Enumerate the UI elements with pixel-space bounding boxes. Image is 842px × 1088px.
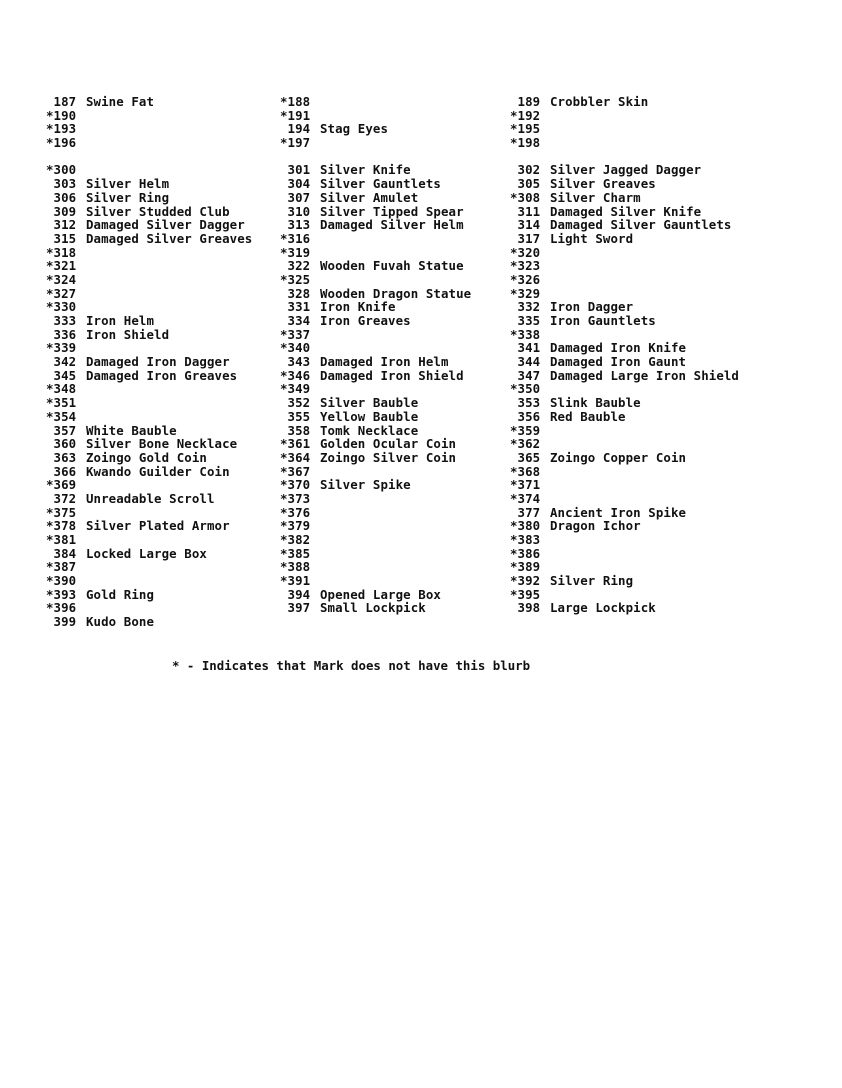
item-number: *346 [280, 367, 311, 383]
item-number: *300 [46, 162, 77, 178]
item-name: Swine Fat [86, 94, 155, 109]
list-item [46, 150, 291, 164]
list-item [280, 328, 525, 342]
item-number: 372 [46, 490, 77, 506]
item-number: *192 [510, 107, 541, 123]
list-item [510, 519, 755, 533]
list-item [280, 424, 525, 438]
item-number: 303 [46, 176, 77, 192]
item-number: 301 [280, 162, 311, 178]
item-name: Silver Ring [550, 573, 634, 589]
list-item [46, 300, 291, 314]
list-item [510, 300, 755, 314]
item-number: 314 [510, 217, 541, 233]
list-item [510, 259, 755, 273]
list-item [280, 150, 525, 164]
list-item [46, 314, 291, 328]
list-item [46, 424, 291, 438]
item-number: *196 [46, 135, 77, 151]
list-item [280, 355, 525, 369]
item-name: Red Bauble [550, 408, 626, 424]
item-number: *330 [46, 299, 77, 315]
item-number: 357 [46, 422, 77, 438]
item-number: *385 [280, 545, 311, 561]
item-number: 336 [46, 326, 77, 342]
list-item [510, 150, 755, 164]
item-name: Silver Greaves [550, 176, 656, 192]
item-number: 345 [46, 367, 77, 383]
item-name: Damaged Silver Knife [550, 203, 702, 219]
list-item [510, 136, 755, 150]
item-number: *367 [280, 463, 311, 479]
item-number: 377 [510, 504, 541, 520]
list-item [46, 95, 291, 109]
item-number: *370 [280, 477, 311, 493]
item-number: *320 [510, 244, 541, 260]
item-number: *316 [280, 230, 311, 246]
list-item [510, 382, 755, 396]
list-item [46, 287, 291, 301]
list-item [46, 232, 291, 246]
item-number: 331 [280, 299, 311, 315]
item-number: 187 [46, 94, 77, 109]
item-number: 347 [510, 367, 541, 383]
item-name: Silver Bone Necklace [86, 436, 238, 452]
list-item [46, 328, 291, 342]
item-number: *348 [46, 381, 77, 397]
item-number: 304 [280, 176, 311, 192]
item-number: *318 [46, 244, 77, 260]
list-item [46, 191, 291, 205]
list-item [280, 451, 525, 465]
list-item [280, 492, 525, 506]
list-item [510, 533, 755, 547]
item-name: Unreadable Scroll [86, 490, 215, 506]
item-name: Opened Large Box [320, 586, 441, 602]
item-number: 341 [510, 340, 541, 356]
list-item [510, 560, 755, 574]
list-item [510, 95, 755, 109]
item-name: Damaged Large Iron Shield [550, 367, 739, 383]
item-number: 189 [510, 94, 541, 109]
list-item [280, 341, 525, 355]
item-name: Damaged Iron Gaunt [550, 354, 687, 370]
item-name: Silver Knife [320, 162, 411, 178]
item-name: Iron Dagger [550, 299, 634, 315]
list-item [46, 396, 291, 410]
list-item [510, 492, 755, 506]
item-number: 311 [510, 203, 541, 219]
item-number: *197 [280, 135, 311, 151]
item-name: Silver Gauntlets [320, 176, 441, 192]
list-item [510, 287, 755, 301]
list-item [46, 519, 291, 533]
item-number: 344 [510, 354, 541, 370]
item-number: 353 [510, 395, 541, 411]
item-name: Damaged Silver Dagger [86, 217, 245, 233]
item-number: *193 [46, 121, 77, 137]
list-item [280, 396, 525, 410]
item-name: Iron Shield [86, 326, 170, 342]
list-item [46, 205, 291, 219]
item-name: Silver Plated Armor [86, 518, 230, 534]
item-name: Small Lockpick [320, 600, 426, 616]
item-number: 317 [510, 230, 541, 246]
item-number: *375 [46, 504, 77, 520]
item-number: 305 [510, 176, 541, 192]
item-number: *361 [280, 436, 311, 452]
item-number: *329 [510, 285, 541, 301]
item-column-3 [510, 95, 755, 615]
list-item [280, 369, 525, 383]
list-item [510, 437, 755, 451]
list-item [46, 163, 291, 177]
item-name: Locked Large Box [86, 545, 207, 561]
list-item [510, 328, 755, 342]
item-number: 310 [280, 203, 311, 219]
list-item [280, 574, 525, 588]
item-number: *386 [510, 545, 541, 561]
list-item [510, 341, 755, 355]
item-number: 306 [46, 189, 77, 205]
list-item [46, 533, 291, 547]
list-item [280, 560, 525, 574]
item-name: Tomk Necklace [320, 422, 419, 438]
item-number: *388 [280, 559, 311, 575]
list-item [46, 177, 291, 191]
item-name: Silver Helm [86, 176, 170, 192]
item-column-2 [280, 95, 525, 615]
list-item [280, 218, 525, 232]
item-name: Light Sword [550, 230, 634, 246]
item-number: *349 [280, 381, 311, 397]
item-name: Silver Tipped Spear [320, 203, 464, 219]
item-number: 332 [510, 299, 541, 315]
list-item [280, 437, 525, 451]
list-item [510, 547, 755, 561]
list-item [46, 259, 291, 273]
list-item [280, 136, 525, 150]
list-item [280, 163, 525, 177]
item-number: 315 [46, 230, 77, 246]
list-item [510, 396, 755, 410]
item-number: *380 [510, 518, 541, 534]
item-name: Yellow Bauble [320, 408, 419, 424]
item-number: 328 [280, 285, 311, 301]
list-item [280, 259, 525, 273]
list-item [46, 410, 291, 424]
item-number: *308 [510, 189, 541, 205]
list-item [46, 451, 291, 465]
list-item [510, 465, 755, 479]
item-number: 309 [46, 203, 77, 219]
item-number: *190 [46, 107, 77, 123]
list-item [280, 300, 525, 314]
item-number: 394 [280, 586, 311, 602]
item-number: 355 [280, 408, 311, 424]
footnote: * - Indicates that Mark does not have this blurb [172, 658, 531, 673]
list-item [510, 122, 755, 136]
list-item [46, 506, 291, 520]
item-number: *338 [510, 326, 541, 342]
item-name: Stag Eyes [320, 121, 389, 137]
item-number: *354 [46, 408, 77, 424]
list-item [46, 615, 291, 629]
item-name: Kudo Bone [86, 614, 155, 630]
item-number: 356 [510, 408, 541, 424]
list-item [510, 191, 755, 205]
list-item [510, 574, 755, 588]
list-item [46, 136, 291, 150]
list-item [510, 355, 755, 369]
list-item [280, 232, 525, 246]
item-number: *374 [510, 490, 541, 506]
list-item [280, 314, 525, 328]
list-item [280, 382, 525, 396]
item-number: *392 [510, 573, 541, 589]
item-number: 313 [280, 217, 311, 233]
item-number: *376 [280, 504, 311, 520]
list-item [510, 177, 755, 191]
list-item [280, 601, 525, 615]
item-name: Damaged Silver Gauntlets [550, 217, 732, 233]
item-number: *325 [280, 271, 311, 287]
list-item [510, 588, 755, 602]
item-number: *382 [280, 532, 311, 547]
list-item [510, 601, 755, 615]
list-item [510, 424, 755, 438]
item-number: *391 [280, 573, 311, 589]
item-number: *340 [280, 340, 311, 356]
item-number: 365 [510, 449, 541, 465]
list-item [510, 369, 755, 383]
item-number: *321 [46, 258, 77, 274]
list-item [280, 410, 525, 424]
item-number: *362 [510, 436, 541, 452]
item-number: 307 [280, 189, 311, 205]
item-name: Damaged Iron Helm [320, 354, 449, 370]
item-number: 352 [280, 395, 311, 411]
item-name: Large Lockpick [550, 600, 656, 616]
item-number: *387 [46, 559, 77, 575]
item-name: Wooden Dragon Statue [320, 285, 472, 301]
list-item [46, 369, 291, 383]
item-name: Damaged Silver Helm [320, 217, 464, 233]
item-number: 366 [46, 463, 77, 479]
item-number: 363 [46, 449, 77, 465]
item-number: *191 [280, 107, 311, 123]
item-name: Silver Charm [550, 189, 641, 205]
list-item [46, 547, 291, 561]
item-number: 322 [280, 258, 311, 274]
list-item [510, 218, 755, 232]
item-column-1 [46, 95, 291, 629]
item-number: *379 [280, 518, 311, 534]
item-number: *326 [510, 271, 541, 287]
item-number: *378 [46, 518, 77, 534]
item-number: 398 [510, 600, 541, 616]
list-item [280, 109, 525, 123]
item-number: *371 [510, 477, 541, 493]
item-number: *393 [46, 586, 77, 602]
list-item [280, 95, 525, 109]
item-number: *351 [46, 395, 77, 411]
item-number: 399 [46, 614, 77, 630]
list-item [280, 478, 525, 492]
list-item [46, 109, 291, 123]
list-item [280, 533, 525, 547]
item-name: Ancient Iron Spike [550, 504, 687, 520]
list-item [510, 232, 755, 246]
item-name: Golden Ocular Coin [320, 436, 457, 452]
list-item [46, 246, 291, 260]
list-item [280, 122, 525, 136]
item-number: 302 [510, 162, 541, 178]
item-name: Silver Ring [86, 189, 170, 205]
item-number: 342 [46, 354, 77, 370]
list-item [46, 601, 291, 615]
item-name: Silver Amulet [320, 189, 419, 205]
item-name: Zoingo Gold Coin [86, 449, 207, 465]
item-name: Iron Greaves [320, 313, 411, 328]
item-name: Damaged Iron Shield [320, 367, 464, 383]
item-number: *373 [280, 490, 311, 506]
list-item [46, 273, 291, 287]
item-name: Silver Bauble [320, 395, 419, 411]
item-number: *319 [280, 244, 311, 260]
item-number: *396 [46, 600, 77, 616]
item-name: Damaged Iron Knife [550, 340, 687, 356]
item-number: 333 [46, 313, 77, 328]
item-number: *327 [46, 285, 77, 301]
item-name: Iron Helm [86, 313, 155, 328]
item-name: Gold Ring [86, 586, 155, 602]
item-number: *369 [46, 477, 77, 493]
item-number: *337 [280, 326, 311, 342]
item-number: 360 [46, 436, 77, 452]
list-item [280, 465, 525, 479]
list-item [280, 506, 525, 520]
item-number: 312 [46, 217, 77, 233]
item-number: *364 [280, 449, 311, 465]
list-item [280, 519, 525, 533]
item-number: 384 [46, 545, 77, 561]
list-item [46, 492, 291, 506]
list-item [510, 163, 755, 177]
item-number: *195 [510, 121, 541, 137]
item-name: Wooden Fuvah Statue [320, 258, 464, 274]
list-item [46, 478, 291, 492]
list-item [46, 574, 291, 588]
item-number: *383 [510, 532, 541, 547]
item-name: Crobbler Skin [550, 94, 649, 109]
item-name: Zoingo Silver Coin [320, 449, 457, 465]
list-item [46, 355, 291, 369]
item-name: Kwando Guilder Coin [86, 463, 230, 479]
item-name: Iron Knife [320, 299, 396, 315]
item-name: Damaged Iron Greaves [86, 367, 238, 383]
list-item [280, 177, 525, 191]
list-item [510, 506, 755, 520]
list-item [280, 547, 525, 561]
item-name: Silver Spike [320, 477, 411, 493]
list-item [46, 560, 291, 574]
list-item [510, 314, 755, 328]
list-item [510, 273, 755, 287]
item-number: 194 [280, 121, 311, 137]
list-item [46, 341, 291, 355]
item-name: Dragon Ichor [550, 518, 641, 534]
list-item [280, 273, 525, 287]
item-name: Iron Gauntlets [550, 313, 656, 328]
item-number: 335 [510, 313, 541, 328]
item-number: *350 [510, 381, 541, 397]
item-number: 397 [280, 600, 311, 616]
item-number: *381 [46, 532, 77, 547]
item-name: Slink Bauble [550, 395, 641, 411]
list-item [510, 205, 755, 219]
list-item [46, 465, 291, 479]
list-item [280, 205, 525, 219]
item-number: *324 [46, 271, 77, 287]
item-name: Zoingo Copper Coin [550, 449, 687, 465]
list-item [280, 246, 525, 260]
item-name: White Bauble [86, 422, 177, 438]
list-item [510, 410, 755, 424]
item-name: Silver Studded Club [86, 203, 230, 219]
item-number: *368 [510, 463, 541, 479]
item-number: *359 [510, 422, 541, 438]
item-number: *198 [510, 135, 541, 151]
item-number: *390 [46, 573, 77, 589]
list-item [46, 437, 291, 451]
item-number: *188 [280, 94, 311, 109]
item-number: *339 [46, 340, 77, 356]
list-item [46, 122, 291, 136]
item-number: 358 [280, 422, 311, 438]
list-item [280, 287, 525, 301]
item-number: 343 [280, 354, 311, 370]
list-item [510, 478, 755, 492]
item-number: *323 [510, 258, 541, 274]
item-name: Damaged Iron Dagger [86, 354, 230, 370]
list-item [510, 109, 755, 123]
item-number: 334 [280, 313, 311, 328]
item-number: *395 [510, 586, 541, 602]
item-name: Silver Jagged Dagger [550, 162, 702, 178]
list-item [280, 191, 525, 205]
item-name: Damaged Silver Greaves [86, 230, 253, 246]
list-item [46, 588, 291, 602]
list-item [510, 451, 755, 465]
list-item [280, 588, 525, 602]
list-item [510, 246, 755, 260]
list-item [46, 218, 291, 232]
list-item [46, 382, 291, 396]
item-number: *389 [510, 559, 541, 575]
